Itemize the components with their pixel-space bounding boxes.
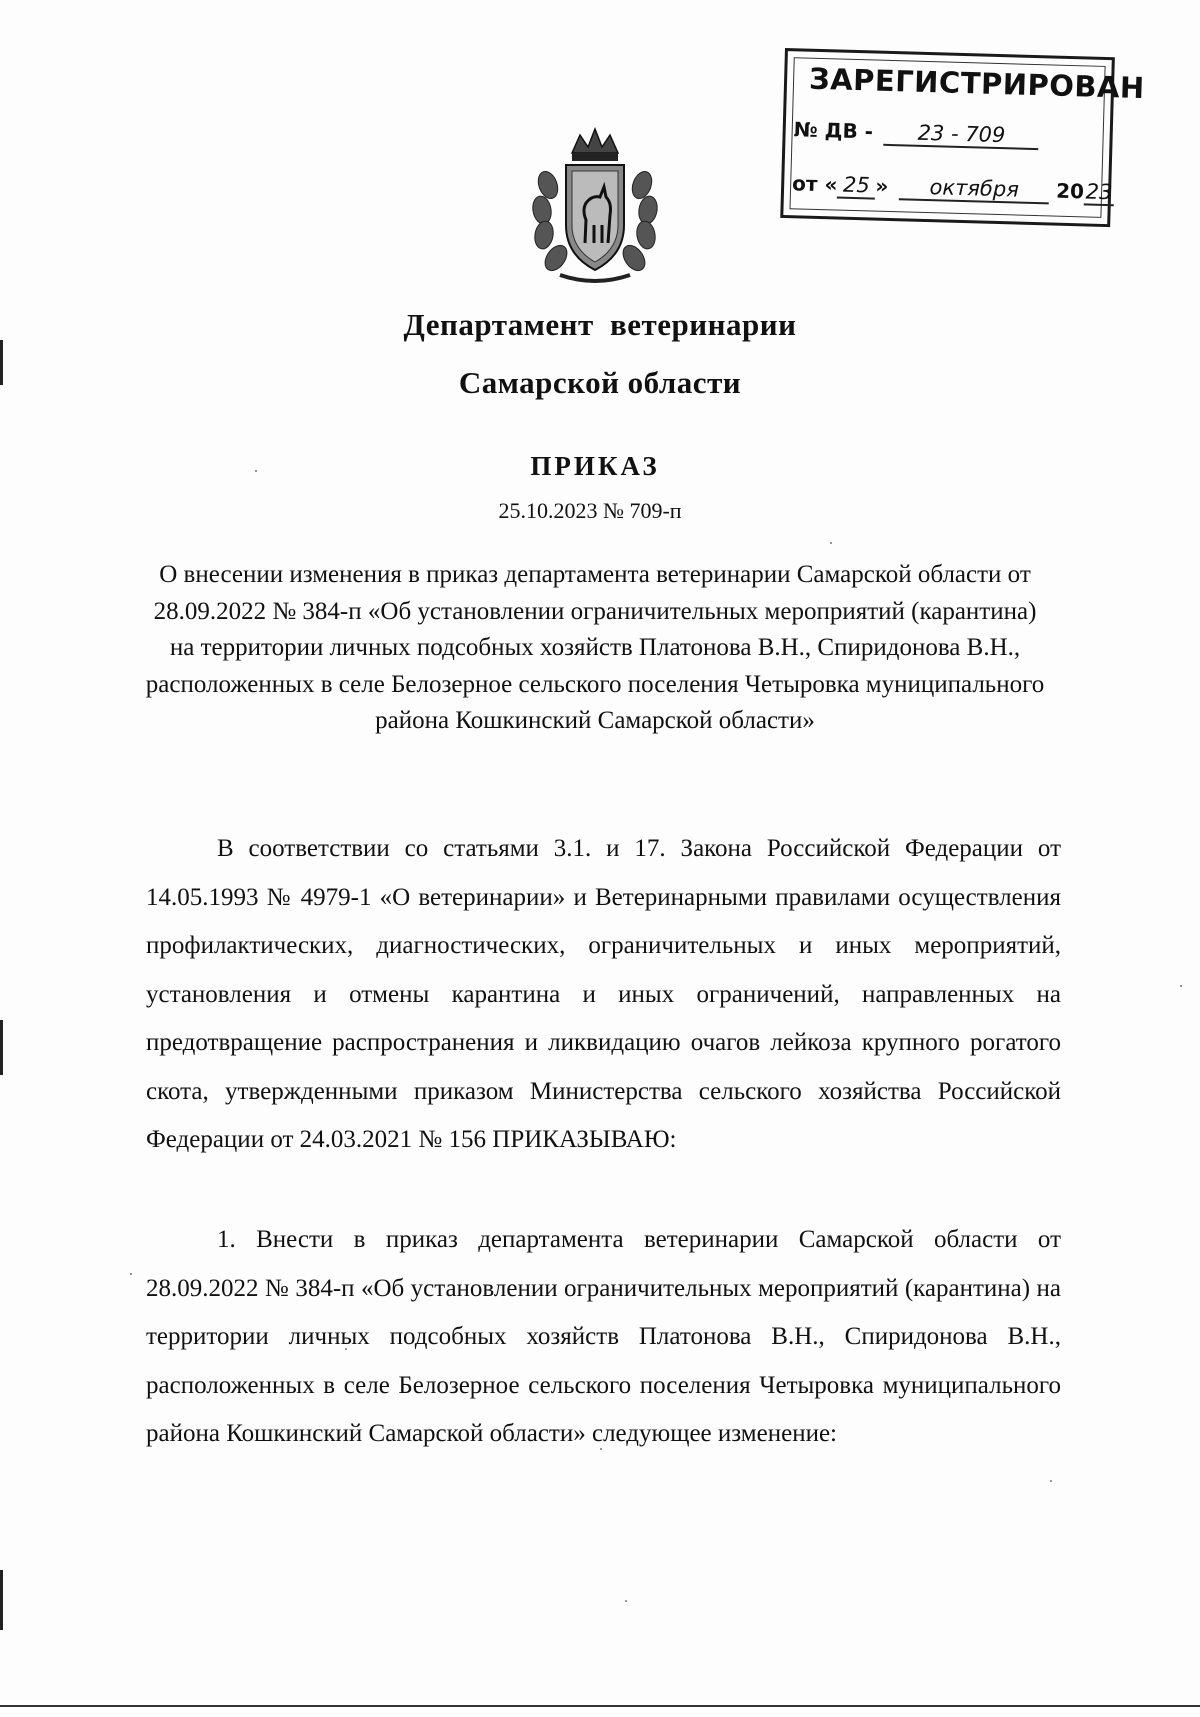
stamp-date-day: 25 <box>837 174 876 200</box>
scan-artifact-line <box>0 1705 1200 1707</box>
scan-speck <box>625 1600 627 1602</box>
stamp-number-value: 23 - 709 <box>884 121 1040 150</box>
stamp-title: ЗАРЕГИСТРИРОВАН <box>808 61 1146 106</box>
stamp-year-prefix: 20 <box>1055 178 1085 204</box>
department-name: Департамент ветеринарии <box>403 307 797 342</box>
stamp-date-sep: » <box>875 173 889 198</box>
order-date-number: 25.10.2023 № 709-п <box>498 498 682 523</box>
scan-artifact-line <box>0 1020 3 1075</box>
stamp-year-suffix: 23 <box>1084 180 1115 206</box>
paragraph-preamble: В соответствии со статьями 3.1. и 17. Закона Российской Федерации от 14.05.1993 № 4979-1 «О ветеринарии» и Ветеринарными правилами осуществления профилактических, диагностических, ограничительных и иных мероприятий, установления и отмены карантина и иных ограничений, направленных на предотвращение распространения и ликвидацию очагов лейкоза крупного рогатого скота, утвержденными приказом Министерства сельского хозяйства Российской Федерации от 24.03.2021 № 156 ПРИКАЗЫВАЮ: <box>146 835 1061 1153</box>
stamp-number-label: № ДВ - <box>793 117 874 144</box>
scan-speck <box>1050 1480 1052 1482</box>
order-title: О внесении изменения в приказ департамента ветеринарии Самарской области от 28.09.2022 № 384-п «Об установлении ограничительных мероприятий (карантина) на территории личных подсобных хозяйств Платонова В.Н., Спиридонова В.Н., расположенных в селе Белозерное сельского поселения Четыровка муниципального района Кошкинский Самарской области» <box>145 561 1045 734</box>
samara-coat-of-arms-icon <box>530 125 660 290</box>
scan-artifact-line <box>0 1570 3 1630</box>
registration-stamp <box>780 48 1146 227</box>
document-type: ПРИКАЗ <box>530 451 660 481</box>
scan-speck <box>130 1273 132 1275</box>
scan-speck <box>1180 985 1182 987</box>
scan-speck <box>830 542 832 544</box>
stamp-date-label: от « <box>791 171 838 197</box>
stamp-date-month: октября <box>899 175 1050 204</box>
paragraph-item-1: 1. Внести в приказ департамента ветеринарии Самарской области от 28.09.2022 № 384-п «Об установлении ограничительных мероприятий (карантина) на территории личных подсобных хозяйств Платонова В.Н., Спиридонова В.Н., расположенных в селе Белозерное сельского поселения Четыровка муниципального района Кошкинский Самарской области» следующее изменение: <box>146 1226 1061 1447</box>
region-name: Самарской области <box>458 365 742 400</box>
